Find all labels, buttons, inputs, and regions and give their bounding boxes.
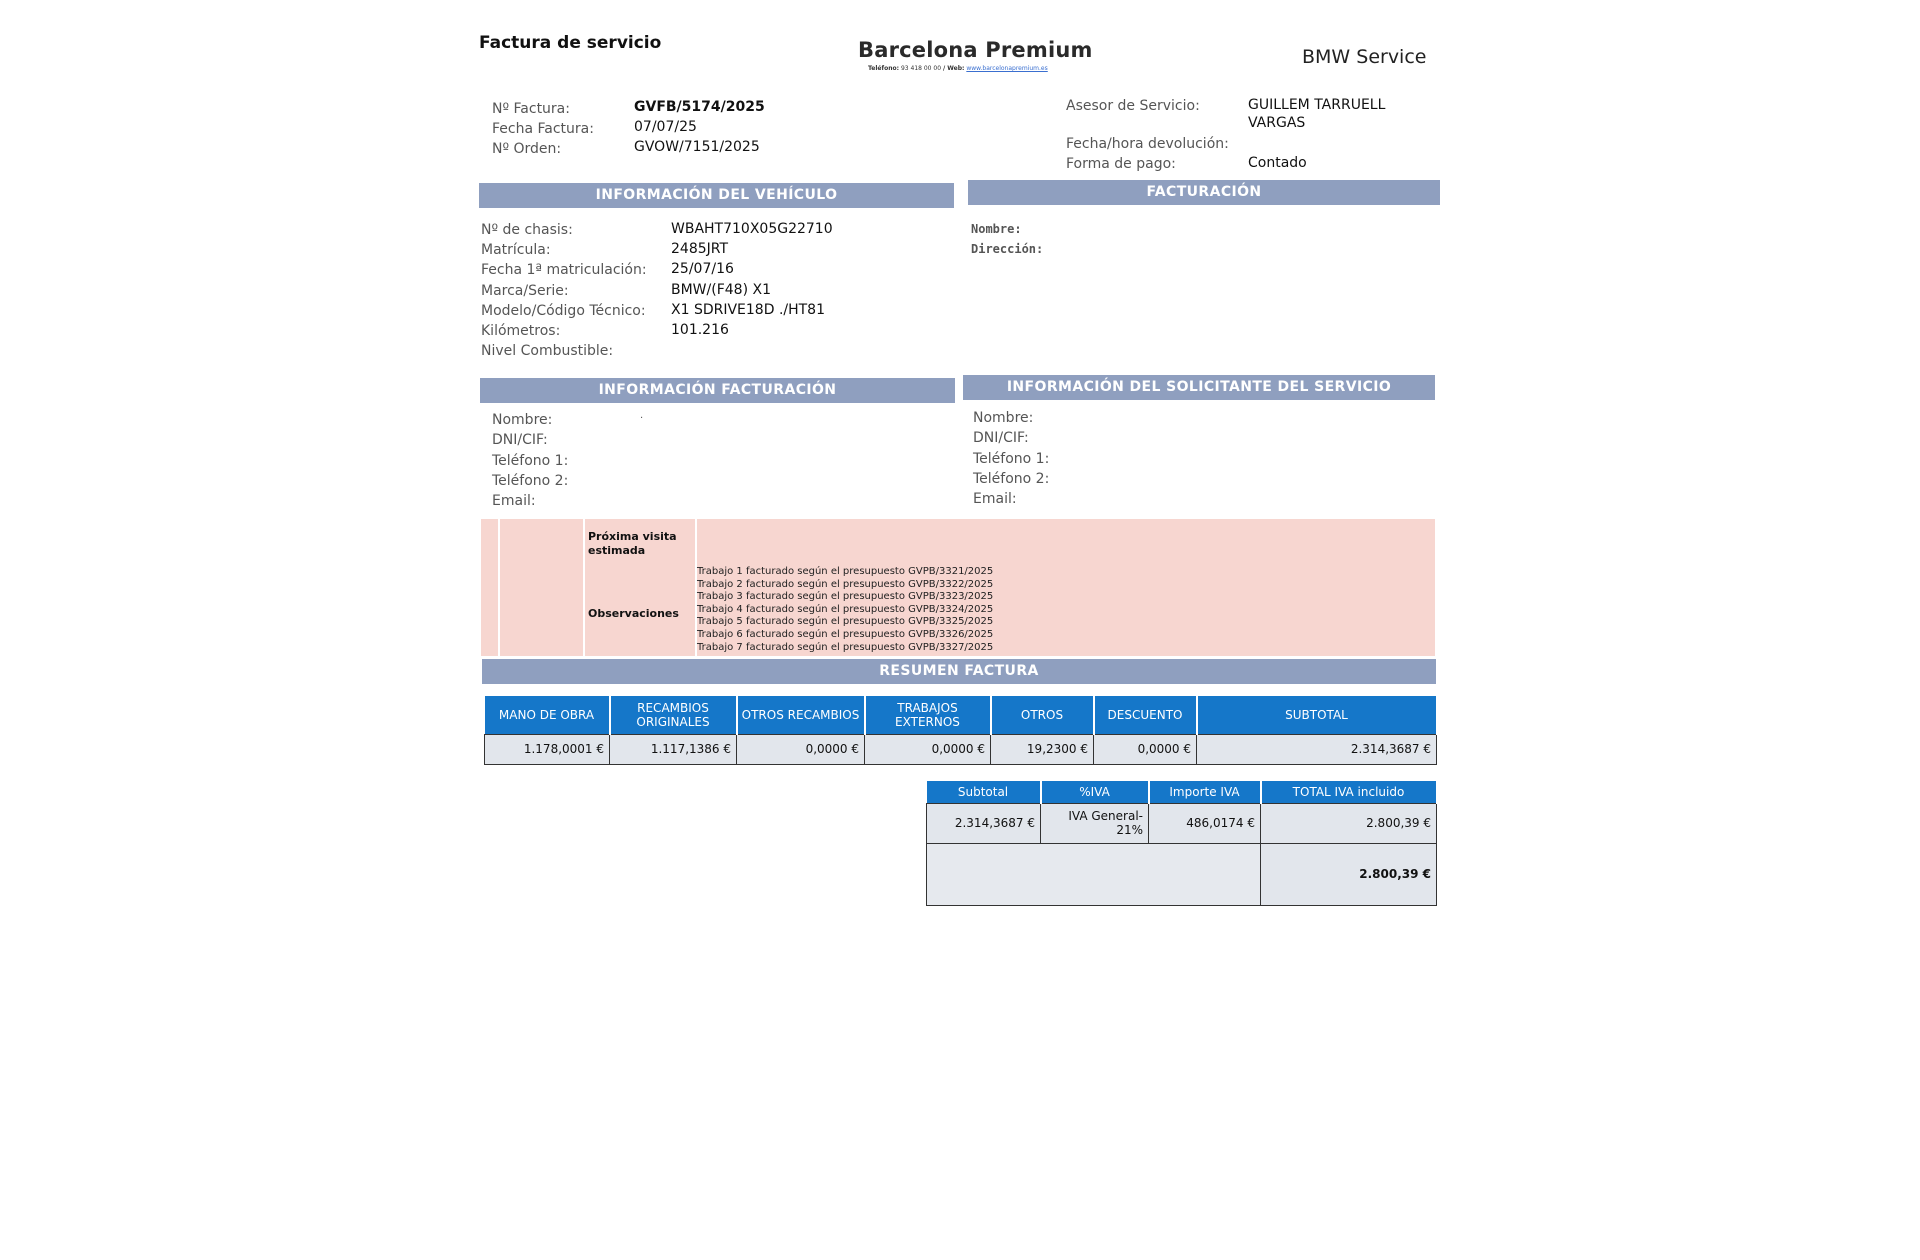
table-row (927, 803, 1437, 843)
col-descuento: DESCUENTO (1094, 696, 1197, 734)
iva-col-total: TOTAL IVA incluido (1261, 781, 1437, 803)
vehicle-field-label: Modelo/Código Técnico: (481, 302, 646, 319)
requester-field-label: Nombre: (973, 410, 1034, 426)
factura-label: Nº Factura: (492, 101, 570, 117)
grand-total-blank (927, 843, 1261, 905)
proxima-label-2: estimada (588, 544, 646, 557)
section-info-facturacion: INFORMACIÓN FACTURACIÓN (480, 378, 955, 403)
observacion-line: Trabajo 2 facturado según el presupuesto GVPB/3322/2025 (697, 578, 994, 590)
iva-table (926, 781, 1438, 906)
requester-field-label: Teléfono 1: (973, 450, 1050, 467)
observacion-line: Trabajo 1 facturado según el presupuesto GVPB/3321/2025 (697, 566, 994, 577)
web-link[interactable]: www.barcelonapremium.es (966, 65, 1048, 72)
grand-total-row (927, 843, 1437, 905)
iva-col-iva: %IVA (1041, 781, 1149, 803)
section-solicitante: INFORMACIÓN DEL SOLICITANTE DEL SERVICIO (963, 375, 1435, 400)
facturacion-nombre-label: Nombre: (971, 222, 1022, 236)
dealer-contact (868, 65, 1048, 72)
col-trabajos-line1: TRABAJOS (897, 700, 958, 715)
phone-label: Teléfono: (868, 65, 900, 72)
factura-number: GVFB/5174/2025 (634, 99, 765, 115)
billing-field-label: DNI/CIF: (492, 432, 548, 449)
vehicle-field-label: Nº de chasis: (481, 222, 573, 238)
observaciones-label: Observaciones (588, 607, 679, 620)
iva-rate-line2: 21% (1116, 823, 1143, 837)
observacion-line: Trabajo 7 facturado según el presupuesto GVPB/3327/2025 (697, 641, 994, 653)
proxima-label-1: Próxima visita (588, 530, 677, 543)
iva-col-importe: Importe IVA (1149, 781, 1261, 803)
iva-total-value: 2.800,39 € (1261, 803, 1437, 843)
phone-value: 93 418 00 00 (900, 65, 942, 72)
billing-field-label: Teléfono 1: (492, 452, 569, 469)
iva-col-subtotal: Subtotal (927, 781, 1041, 803)
notes-divider-1 (498, 519, 500, 656)
subtotal-value: 2.314,3687 € (1197, 734, 1437, 764)
iva-importe-value: 486,0174 € (1149, 803, 1261, 843)
descuento-value: 0,0000 € (1094, 734, 1197, 764)
recambios-value: 1.117,1386 € (610, 734, 737, 764)
pago-value: Contado (1248, 155, 1307, 171)
grand-total-value: 2.800,39 € (1261, 843, 1437, 905)
col-trabajos-line2: EXTERNOS (895, 714, 960, 729)
billing-field-label: Teléfono 2: (492, 472, 569, 489)
requester-field-label: Email: (973, 491, 1017, 508)
requester-field-label: Teléfono 2: (973, 470, 1050, 487)
col-otros: OTROS (991, 696, 1094, 734)
dealer-logo: Barcelona Premium (858, 38, 1093, 62)
vehicle-field-value: 25/07/16 (671, 261, 734, 278)
observacion-line: Trabajo 3 facturado según el presupuesto GVPB/3323/2025 (697, 591, 994, 603)
iva-rate-value (1041, 803, 1149, 843)
summary-table (484, 696, 1438, 765)
vehicle-field-label: Fecha 1ª matriculación: (481, 262, 647, 279)
observacion-line: Trabajo 6 facturado según el presupuesto GVPB/3326/2025 (697, 629, 994, 640)
section-facturacion: FACTURACIÓN (968, 180, 1440, 205)
summary-header-row (485, 696, 1437, 734)
asesor-name-2: VARGAS (1248, 115, 1306, 131)
vehicle-field-value: 2485JRT (671, 241, 729, 258)
vehicle-field-value: BMW/(F48) X1 (671, 281, 771, 298)
vehicle-field-value: 101.216 (671, 322, 729, 338)
facturacion-direccion-label: Dirección: (971, 242, 1044, 256)
vehicle-field-label: Kilómetros: (481, 323, 561, 339)
pago-label: Forma de pago: (1066, 156, 1176, 172)
fecha-label: Fecha Factura: (492, 121, 594, 137)
orden-label: Nº Orden: (492, 141, 562, 157)
otros-recambios-value: 0,0000 € (737, 734, 865, 764)
asesor-label: Asesor de Servicio: (1066, 98, 1200, 114)
col-otros-recambios: OTROS RECAMBIOS (737, 696, 865, 734)
billing-field-label: Nombre: (492, 412, 553, 428)
asesor-name-1: GUILLEM TARRUELL (1248, 97, 1386, 113)
iva-header-row (927, 781, 1437, 803)
requester-field-label: DNI/CIF: (973, 430, 1029, 447)
notes-divider-2 (583, 519, 585, 656)
col-recambios-line1: RECAMBIOS (637, 700, 709, 715)
devolucion-label: Fecha/hora devolución: (1066, 136, 1229, 152)
vehicle-field-label: Marca/Serie: (481, 282, 569, 299)
col-recambios-line2: ORIGINALES (636, 714, 710, 729)
orden-value: GVOW/7151/2025 (634, 139, 760, 155)
col-recambios (610, 696, 737, 734)
service-brand: BMW Service (1302, 46, 1427, 68)
web-label: / Web: (942, 65, 965, 72)
observacion-line: Trabajo 5 facturado según el presupuesto GVPB/3325/2025 (697, 616, 994, 628)
vehicle-field-label: Matrícula: (481, 242, 551, 259)
col-subtotal: SUBTOTAL (1197, 696, 1437, 734)
col-mano-obra: MANO DE OBRA (485, 696, 610, 734)
observacion-line: Trabajo 4 facturado según el presupuesto GVPB/3324/2025 (697, 603, 994, 615)
section-resumen: RESUMEN FACTURA (482, 659, 1436, 684)
otros-value: 19,2300 € (991, 734, 1094, 764)
vehicle-field-value: WBAHT710X05G22710 (671, 221, 833, 237)
iva-subtotal-value: 2.314,3687 € (927, 803, 1041, 843)
billing-dot: · (640, 413, 644, 424)
trabajos-value: 0,0000 € (865, 734, 991, 764)
col-trabajos (865, 696, 991, 734)
table-row (485, 734, 1437, 764)
iva-rate-line1: IVA General- (1068, 809, 1143, 823)
vehicle-field-label: Nivel Combustible: (481, 343, 614, 360)
section-vehiculo: INFORMACIÓN DEL VEHÍCULO (479, 183, 954, 208)
mano-obra-value: 1.178,0001 € (485, 734, 610, 764)
vehicle-field-value: X1 SDRIVE18D ./HT81 (671, 301, 825, 318)
billing-field-label: Email: (492, 493, 536, 510)
fecha-value: 07/07/25 (634, 119, 697, 135)
page-title: Factura de servicio (479, 33, 662, 53)
